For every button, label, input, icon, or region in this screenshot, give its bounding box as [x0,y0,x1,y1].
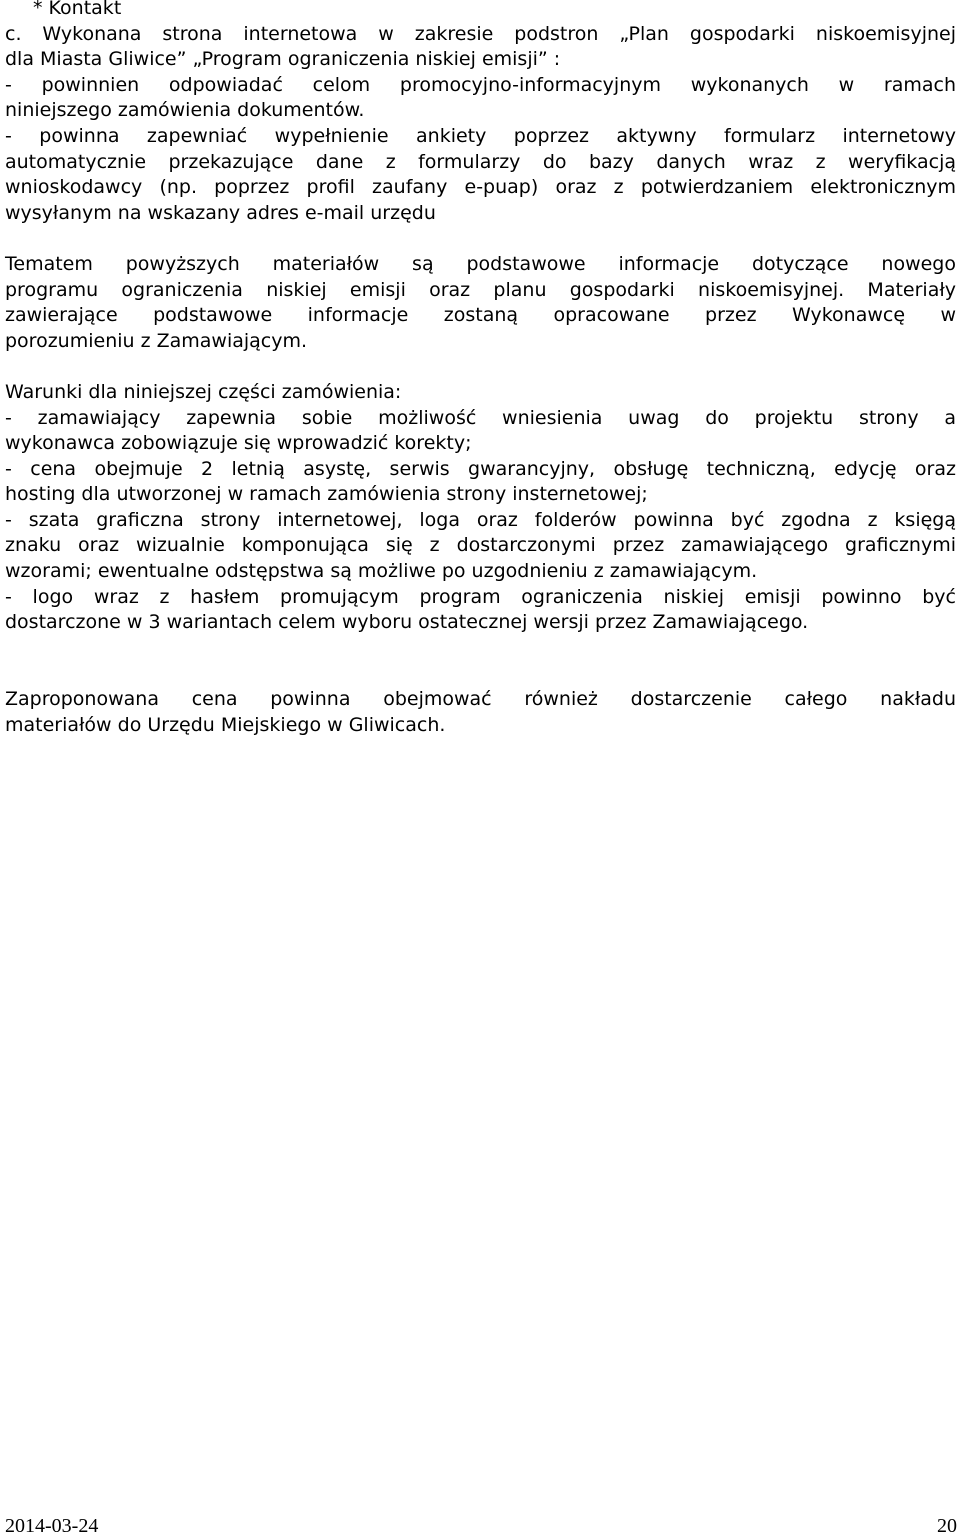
condition-logo-line-2: dostarczone w 3 wariantach celem wyboru ostatecznej wersji przez Zamawiającego. [5,611,809,634]
requirement-survey-line-2: automatycznie przekazujące dane z formularzy do bazy danych wraz z weryfikacją [5,150,956,173]
footer-date: 2014-03-24 [5,1515,99,1537]
condition-price-line-1: - cena obejmuje 2 letnią asystę, serwis gwarancyjny, obsługę techniczną, edycję oraz [5,457,956,480]
topic-paragraph-line-1: Tematem powyższych materiałów są podstawowe informacje dotyczące nowego [5,252,956,275]
requirement-promo-line-2: niniejszego zamówienia dokumentów. [5,99,365,122]
condition-graphics-line-2: znaku oraz wizualnie komponująca się z dostarczonymi przez zamawiającego graficznymi [5,534,956,557]
condition-logo-line-1: - logo wraz z hasłem promującym program ograniczenia niskiej emisji powinno być [5,585,956,608]
condition-graphics-line-1: - szata graficzna strony internetowej, loga oraz folderów powinna być zgodna z księgą [5,508,956,531]
requirement-survey-line-1: - powinna zapewniać wypełnienie ankiety poprzez aktywny formularz internetowy [5,124,956,147]
condition-remarks-line-2: wykonawca zobowiązuje się wprowadzić korekty; [5,432,472,455]
contact-item: * Kontakt [33,0,122,19]
footer-page-number: 20 [937,1515,957,1537]
section-c-heading-line-2: dla Miasta Gliwice” „Program ograniczenia niskiej emisji” : [5,48,561,71]
condition-price-line-2: hosting dla utworzonej w ramach zamówienia strony insternetowej; [5,483,648,506]
topic-paragraph-line-3: zawierające podstawowe informacje zostaną opracowane przez Wykonawcę w [5,304,956,327]
requirement-survey-line-3: wnioskodawcy (np. poprzez profil zaufany e-puap) oraz z potwierdzaniem elektronicznym [5,176,956,199]
section-c-heading-line-1: c. Wykonana strona internetowa w zakresie podstron „Plan gospodarki niskoemisyjnej [5,22,956,45]
condition-graphics-line-3: wzorami; ewentualne odstępstwa są możliwe po uzgodnieniu z zamawiającym. [5,560,758,583]
condition-remarks-line-1: - zamawiający zapewnia sobie możliwość wniesienia uwag do projektu strony a [5,406,956,429]
requirement-promo-line-1: - powinnien odpowiadać celom promocyjno-informacyjnym wykonanych w ramach [5,73,956,96]
topic-paragraph-line-2: programu ograniczenia niskiej emisji oraz planu gospodarki niskoemisyjnej. Materiały [5,278,956,301]
price-note-line-1: Zaproponowana cena powinna obejmować również dostarczenie całego nakładu [5,688,956,711]
document-body [5,0,956,738]
conditions-heading: Warunki dla niniejszej części zamówienia: [5,380,402,403]
price-note-line-2: materiałów do Urzędu Miejskiego w Gliwicach. [5,713,446,736]
paragraph-spacer [5,636,956,687]
topic-paragraph-line-4: porozumieniu z Zamawiającym. [5,329,308,352]
requirement-survey-line-4: wysyłanym na wskazany adres e-mail urzędu [5,201,436,224]
